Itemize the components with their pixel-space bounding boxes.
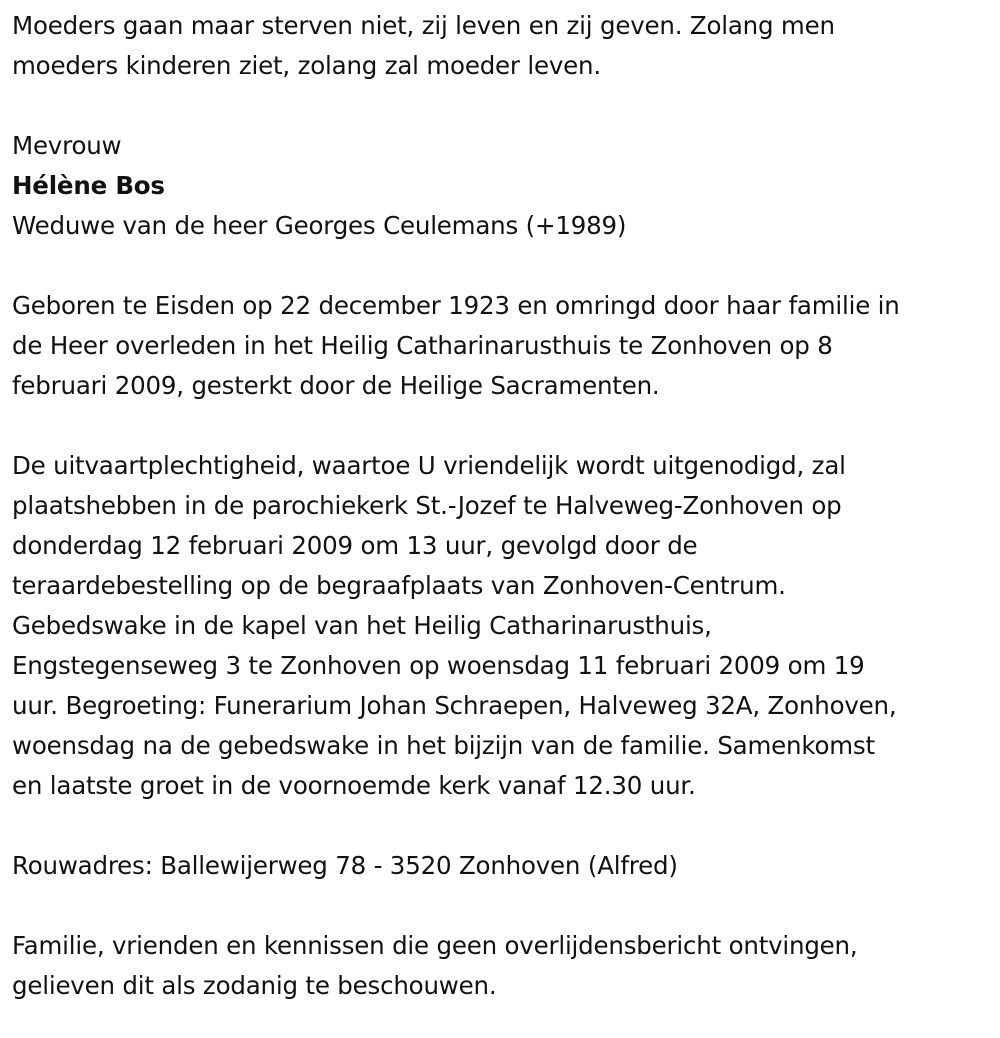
paragraph-spacer [12, 86, 992, 126]
ceremony-line: woensdag na de gebedswake in het bijzijn van de familie. Samenkomst [12, 731, 875, 760]
obituary-notice [12, 6, 992, 1006]
ceremony-line: teraardebestelling op de begraafplaats van Zonhoven-Centrum. [12, 571, 786, 600]
ceremony-line: plaatshebben in de parochiekerk St.-Jozef te Halveweg-Zonhoven op [12, 491, 842, 520]
birth-death-line: de Heer overleden in het Heilig Catharinarusthuis te Zonhoven op 8 [12, 331, 833, 360]
mourning-address: Rouwadres: Ballewijerweg 78 - 3520 Zonhoven (Alfred) [12, 851, 678, 880]
ceremony-line: Gebedswake in de kapel van het Heilig Catharinarusthuis, [12, 611, 712, 640]
closing-paragraph [12, 926, 992, 1006]
poem-line: Moeders gaan maar sterven niet, zij leven en zij geven. Zolang men [12, 11, 835, 40]
salutation: Mevrouw [12, 131, 122, 160]
closing-line: gelieven dit als zodanig te beschouwen. [12, 971, 497, 1000]
paragraph-spacer [12, 246, 992, 286]
birth-death-line: februari 2009, gesterkt door de Heilige Sacramenten. [12, 371, 660, 400]
closing-line: Familie, vrienden en kennissen die geen overlijdensbericht ontvingen, [12, 931, 858, 960]
poem-paragraph [12, 6, 992, 86]
widow-of-line: Weduwe van de heer Georges Ceulemans (+1989) [12, 211, 627, 240]
birth-death-paragraph [12, 286, 992, 406]
ceremony-line: uur. Begroeting: Funerarium Johan Schraepen, Halveweg 32A, Zonhoven, [12, 691, 897, 720]
paragraph-spacer [12, 406, 992, 446]
ceremony-paragraph [12, 446, 992, 806]
deceased-name: Hélène Bos [12, 171, 165, 200]
paragraph-spacer [12, 886, 992, 926]
birth-death-line: Geboren te Eisden op 22 december 1923 en omringd door haar familie in [12, 291, 900, 320]
ceremony-line: en laatste groet in de voornoemde kerk vanaf 12.30 uur. [12, 771, 696, 800]
ceremony-line: donderdag 12 februari 2009 om 13 uur, gevolgd door de [12, 531, 698, 560]
ceremony-line: Engstegenseweg 3 te Zonhoven op woensdag 11 februari 2009 om 19 [12, 651, 865, 680]
ceremony-line: De uitvaartplechtigheid, waartoe U vriendelijk wordt uitgenodigd, zal [12, 451, 846, 480]
poem-line: moeders kinderen ziet, zolang zal moeder leven. [12, 51, 601, 80]
paragraph-spacer [12, 806, 992, 846]
